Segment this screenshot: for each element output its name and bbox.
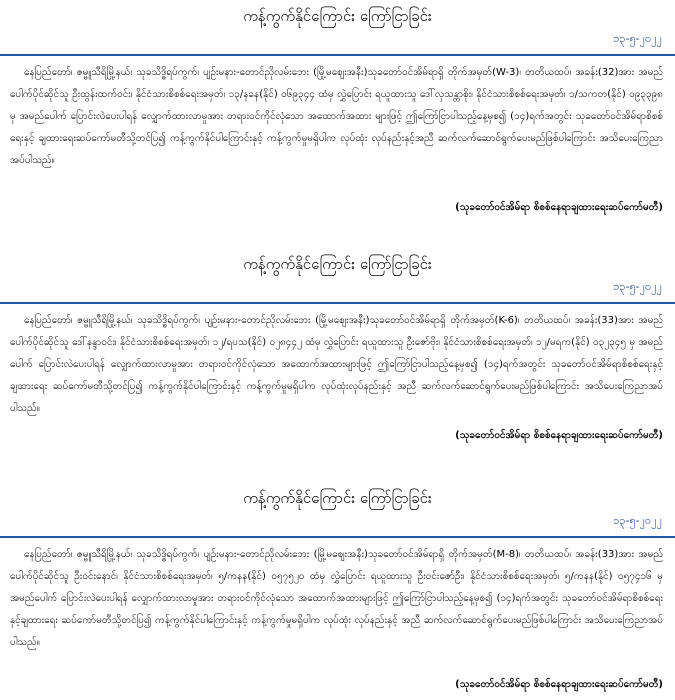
notice-signature: (သုခတော်ဝင်အိမ်ရာ စိစစ်နေရာချထားရေးဆပ်ကော်မတီ) [455, 430, 663, 441]
notice-title: ကန့်ကွက်နိုင်ကြောင်း ကြော်ငြာခြင်း [243, 7, 432, 25]
section-divider [0, 54, 675, 56]
notice-date: ၁၃-၅-၂၀၂၂ [613, 514, 662, 527]
notice-date: ၁၃-၅-၂၀၂၂ [613, 32, 662, 45]
notice-body: နေပြည်တော်၊ ဇမ္ဗူသီရိမြို့နယ်၊ သုခသိဒ္ဓိရပ်ကွက်၊ ပျဉ်းမနား-တောင်ညိုလမ်းဘေး (မြို့မဈေးအနီး)သုခတော်ဝင်အိမ်ရာရှိ တိုက်အမှတ်(W-3)၊ တတိယထပ်၊ အခန်း(32)အား အမည် ပေါက်ပိုင်ဆိုင်သူ ဦးထွန်းထက်ဝင်း၊ နိုင်ငံသားစိစစ်ရေးအမှတ်၊ ၁၃/နခန(နိုင်) ၀၆၉၃၄၄ ထံမှ လွှဲပြောင်း ရယူထားသူ ဒေါ်လှသန္တာစိုး၊ နိုင်ငံသားစိစစ်ရေးအမှတ်၊ ၁/သကတ(နိုင်) ၀၉၃၃၉၈ မှ အမည်ပေါက် ပြောင်းလဲပေးပါရန် လျှောက်ထားလာမှုအား တရားဝင်ကိုင်လုံသော အထောက်အထား များဖြင့် ဤကြော်ငြာပါသည့်နေ့မှစ၍ (၁၄)ရက်အတွင်း သုခတော်ဝင်အိမ်ရာစိစစ်ရေးနှင့် ချထားရေးဆပ်ကော်မတီသို့တင်ပြ၍ ကန့်ကွက်နိုင်ပါကြောင်းနှင့် ကန့်ကွက်မှုမရှိပါက လုပ်ထုံး လုပ်နည်းနှင့်အညီ ဆက်လက်ဆောင်ရွက်ပေးမည်ဖြစ်ပါကြောင်း အသိပေးကြေညာအပ်ပါသည်။ [10, 67, 663, 166]
notice-date: ၁၃-၅-၂၀၂၂ [613, 280, 662, 293]
section-divider [0, 302, 675, 304]
notice-signature: (သုခတော်ဝင်အိမ်ရာ စိစစ်နေရာချထားရေးဆပ်ကော်မတီ) [455, 679, 663, 690]
notice-body: နေပြည်တော်၊ ဇမ္ဗူသီရိမြို့နယ်၊ သုခသိဒ္ဓိရပ်ကွက်၊ ပျဉ်းမနား-တောင်ညိုလမ်းဘေး (မြို့မဈေးအနီး)သုခတော်ဝင်အိမ်ရာရှိ တိုက်အမှတ်(M-8)၊ တတိယထပ်၊ အခန်း(33)အား အမည် ပေါက်ပိုင်ဆိုင်သူ ဦးဝင်းနောင်၊ နိုင်ငံသားစိစစ်ရေးအမှတ်၊ ၅/ကနန(နိုင်) ၀၅၇၅၂၀ ထံမှ လွှဲပြောင်း ရယူထားသူ ဦးဝင်းဇော်ဦး၊ နိုင်ငံသားစိစစ်ရေးအမှတ်၊ ၅/ကနန(နိုင်) ၀၅၇၄၁၆ မှ အမည်ပေါက် ပြောင်းလဲပေးပါရန် လျှောက်ထားလာမှုအား တရားဝင်ကိုင်လုံသော အထောက်အထားများဖြင့် ဤကြော်ငြာပါသည့်နေ့မှစ၍ (၁၄)ရက်အတွင်း သုခတော်ဝင်အိမ်ရာစိစစ်ရေးနှင့်ချထားရေး ဆပ်ကော်မတီသို့တင်ပြ၍ ကန့်ကွက်နိုင်ပါကြောင်းနှင့် ကန့်ကွက်မှုမရှိပါက လုပ်ထုံး လုပ်နည်းနှင့် အညီ ဆက်လက်ဆောင်ရွက်ပေးမည်ဖြစ်ပါကြောင်း အသိပေးကြေညာအပ်ပါသည်။ [10, 549, 663, 648]
notice-body: နေပြည်တော်၊ ဇမ္ဗူသီရိမြို့နယ်၊ သုခသိဒ္ဓိရပ်ကွက်၊ ပျဉ်းမနား-တောင်ညိုလမ်းဘေး (မြို့မဈေးအနီး)သုခတော်ဝင်အိမ်ရာရှိ တိုက်အမှတ်(K-6)၊ တတိယထပ်၊ အခန်း(33)အား အမည် ပေါက်ပိုင်ဆိုင်သူ ဒေါ်နန္ဒာဝင်း၊ နိုင်ငံသားစိစစ်ရေးအမှတ်၊ ၁၂/ရပသ(နိုင်) ၀၂၈၄၄၂ ထံမှ လွှဲပြောင်း ရယူထားသူ ဦးဇော်ဗိုး၊ နိုင်ငံသားစိစစ်ရေးအမှတ်၊ ၁၂/မရက(နိုင်) ၀၃၂၃၄၅ မှ အမည်ပေါက် ပြောင်းလဲပေးပါရန် လျှောက်ထားလာမှုအား တရားဝင်ကိုင်လုံသော အထောက်အထားများဖြင့် ဤကြော်ငြာပါသည့်နေ့မှစ၍ (၁၄)ရက်အတွင်း သုခတော်ဝင်အိမ်ရာစိစစ်ရေးနှင့်ချထားရေး ဆပ်ကော်မတီသို့တင်ပြ၍ ကန့်ကွက်နိုင်ပါကြောင်းနှင့် ကန့်ကွက်မှုမရှိပါက လုပ်ထုံးလုပ်နည်းနှင့် အညီ ဆက်လက်ဆောင်ရွက်ပေးမည်ဖြစ်ပါကြောင်း အသိပေးကြေညာအပ်ပါသည်။ [10, 315, 663, 414]
notice-title: ကန့်ကွက်နိုင်ကြောင်း ကြော်ငြာခြင်း [243, 255, 432, 273]
notice-signature: (သုခတော်ဝင်အိမ်ရာ စိစစ်နေရာချထားရေးဆပ်ကော်မတီ) [455, 202, 663, 213]
section-divider [0, 536, 675, 538]
notice-title: ကန့်ကွက်နိုင်ကြောင်း ကြော်ငြာခြင်း [243, 489, 432, 507]
